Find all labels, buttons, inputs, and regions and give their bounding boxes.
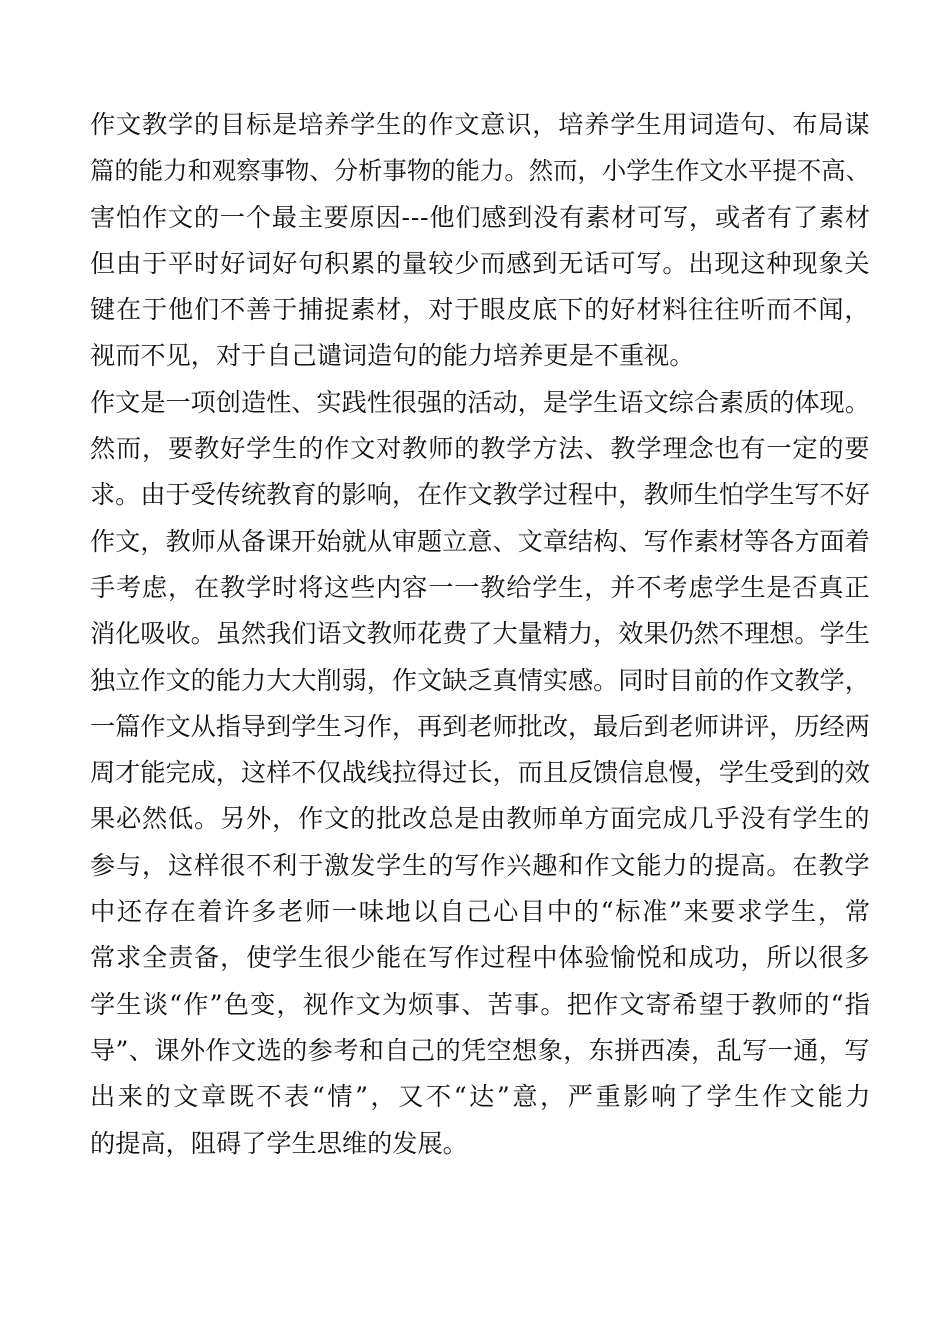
text-line: 中还存在着许多老师一味地以自己心目中的“标准”来要求学生，常 [90,897,872,927]
text-line: 的提高，阻碍了学生思维的发展。 [90,1128,468,1158]
text-line: 视而不见，对于自己谴词造句的能力培养更是不重视。 [90,341,695,371]
text-line: 作文教学的目标是培养学生的作文意识，培养学生用词造句、布局谋 [90,110,871,139]
text-line: 出来的文章既不表“情”，又不“达”意，严重影响了学生作文能力 [90,1082,873,1112]
text-line: 参与，这样很不利于激发学生的写作兴趣和作文能力的提高。在教学 [90,850,871,880]
text-line: 学生谈“作”色变，视作文为烦事、苦事。把作文寄希望于教师的“指 [90,989,872,1019]
document-page [90,102,873,1167]
text-line: 篇的能力和观察事物、分析事物的能力。然而，小学生作文水平提不高、 [90,156,870,186]
text-line: 一篇作文从指导到学生习作，再到老师批改，最后到老师讲评，历经两 [90,711,870,741]
text-line: 周才能完成，这样不仅战线拉得过长，而且反馈信息慢，学生受到的效 [90,758,870,788]
paragraph-1 [90,102,870,380]
paragraph-2 [90,380,873,1167]
text-line: 手考虑，在教学时将这些内容一一教给学生，并不考虑学生是否真正 [90,572,871,602]
text-line: 但由于平时好词好句积累的量较少而感到无话可写。出现这种现象关 [90,248,871,278]
text-line: 果必然低。另外，作文的批改总是由教师单方面完成几乎没有学生的 [90,804,871,834]
text-line: 导”、课外作文选的参考和自己的凭空想象，东拼西凑，乱写一通，写 [90,1035,870,1065]
text-line: 消化吸收。虽然我们语文教师花费了大量精力，效果仍然不理想。学生 [90,619,870,649]
text-line: 求。由于受传统教育的影响，在作文教学过程中，教师生怕学生写不好 [90,480,870,510]
text-line: 作文是一项创造性、实践性很强的活动，是学生语文综合素质的体现。 [90,387,870,417]
text-line: 键在于他们不善于捕捉素材，对于眼皮底下的好材料往往听而不闻， [90,295,871,325]
text-line: 常求全责备，使学生很少能在写作过程中体验愉悦和成功，所以很多 [90,943,871,973]
text-line: 然而，要教好学生的作文对教师的教学方法、教学理念也有一定的要 [90,434,871,464]
text-line: 作文，教师从备课开始就从审题立意、文章结构、写作素材等各方面着 [90,526,870,556]
text-line: 独立作文的能力大大削弱，作文缺乏真情实感。同时目前的作文教学， [90,665,870,695]
text-line: 害怕作文的一个最主要原因---他们感到没有素材可写，或者有了素材 [90,202,871,232]
